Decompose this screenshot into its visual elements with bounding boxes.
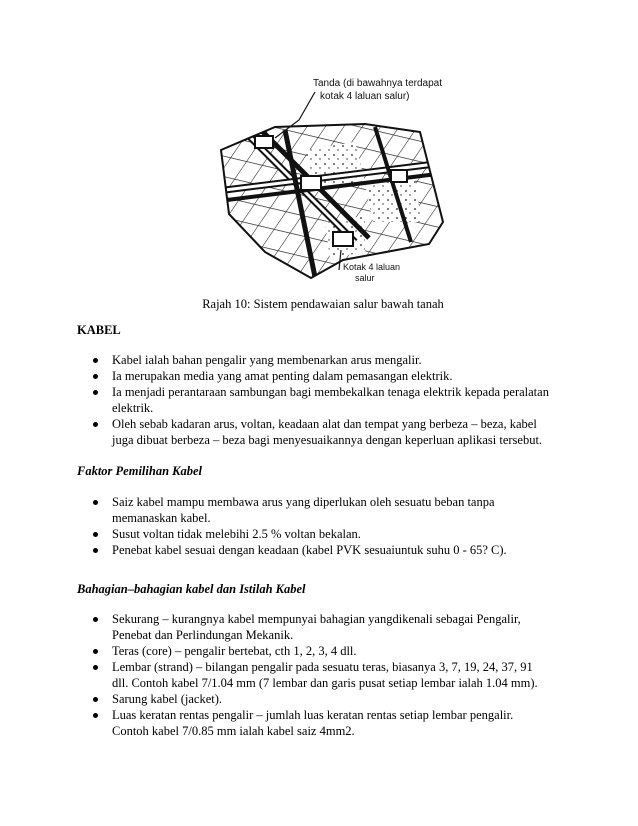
bullet-icon [93, 500, 98, 505]
list-item: Kabel ialah bahan pengalir yang membenarkan arus mengalir. [0, 352, 552, 368]
bullet-icon [93, 713, 98, 718]
figure-caption-text: Rajah 10: Sistem pendawaian salur bawah tanah [202, 297, 444, 311]
bullet-icon [93, 649, 98, 654]
bullet-icon [93, 697, 98, 702]
kabel-list [0, 352, 638, 448]
bullet-icon [93, 374, 98, 379]
bullet-icon [93, 532, 98, 537]
section-heading-faktor: Faktor Pemilihan Kabel [77, 464, 203, 478]
diagram-label-top-line1: Tanda (di bawahnya terdapat [313, 78, 442, 89]
list-item: Sarung kabel (jacket). [0, 691, 552, 707]
list-item: Ia menjadi perantaraan sambungan bagi membekalkan tenaga elektrik kepada peralatan elektrik. [0, 384, 552, 416]
diagram-label-bottom-line1: Kotak 4 laluan [343, 262, 401, 272]
list-item: Lembar (strand) – bilangan pengalir pada sesuatu teras, biasanya 3, 7, 19, 24, 37, 91 dll. Contoh kabel 7/1.04 mm (7 lembar dan garis pusat setiap lembar ialah 1.04 mm). [0, 659, 552, 691]
section-heading-kabel: KABEL [77, 323, 121, 337]
diagram-label-top-line2: kotak 4 laluan salur) [320, 91, 410, 102]
diagram-label-bottom-line2: salur [355, 273, 375, 283]
list-item: Penebat kabel sesuai dengan keadaan (kabel PVK sesuaiuntuk suhu 0 - 65? C). [0, 542, 552, 558]
diagram-drawing [215, 72, 447, 294]
section-heading-bahagian: Bahagian–bahagian kabel dan Istilah Kabel [77, 582, 306, 596]
bullet-icon [93, 390, 98, 395]
bullet-icon [93, 422, 98, 427]
list-item: Ia merupakan media yang amat penting dalam pemasangan elektrik. [0, 368, 552, 384]
bullet-icon [93, 358, 98, 363]
list-item: Teras (core) – pengalir bertebat, cth 1, 2, 3, 4 dll. [0, 643, 552, 659]
bullet-icon [93, 665, 98, 670]
bahagian-list [0, 611, 638, 739]
bullet-icon [93, 617, 98, 622]
faktor-list [0, 494, 638, 558]
underfloor-duct-diagram [215, 72, 447, 294]
list-item: Oleh sebab kadaran arus, voltan, keadaan alat dan tempat yang berbeza – beza, kabel juga dibuat berbeza – beza bagi menyesuaikannya dengan keperluan aplikasi tersebut. [0, 416, 552, 448]
bullet-icon [93, 548, 98, 553]
list-item: Sekurang – kurangnya kabel mempunyai bahagian yangdikenali sebagai Pengalir, Penebat dan Perlindungan Mekanik. [0, 611, 552, 643]
list-item: Susut voltan tidak melebihi 2.5 % voltan bekalan. [0, 526, 552, 542]
list-item: Luas keratan rentas pengalir – jumlah luas keratan rentas setiap lembar pengalir. Contoh kabel 7/0.85 mm ialah kabel saiz 4mm2. [0, 707, 552, 739]
list-item: Saiz kabel mampu membawa arus yang diperlukan oleh sesuatu beban tanpa memanaskan kabel. [0, 494, 552, 526]
figure-caption [0, 296, 638, 312]
